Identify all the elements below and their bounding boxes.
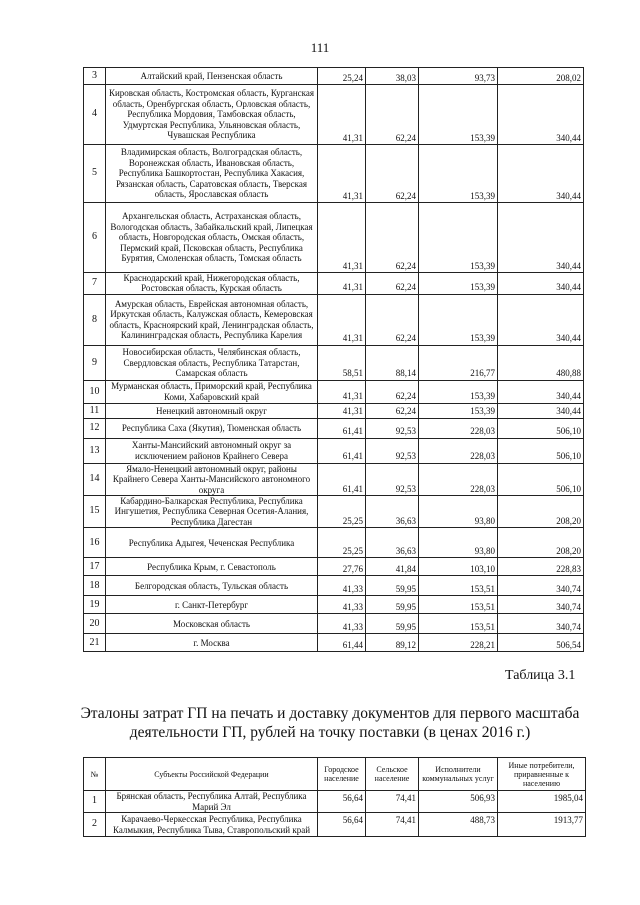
header-number: № (84, 758, 106, 791)
value-other: 340,44 (498, 380, 584, 403)
value-other: 340,74 (498, 576, 584, 596)
region-cell: Ханты-Мансийский автономный округ за исключением районов Крайнего Севера (106, 438, 318, 463)
value-urban: 56,64 (318, 813, 366, 837)
value-utility: 153,39 (419, 145, 498, 203)
value-rural: 62,24 (366, 403, 419, 418)
value-utility: 93,80 (419, 528, 498, 558)
value-utility: 153,39 (419, 203, 498, 273)
print-delivery-costs-table (83, 757, 586, 837)
value-other: 1985,04 (498, 791, 586, 813)
value-urban: 25,25 (318, 528, 366, 558)
value-other: 340,44 (498, 145, 584, 203)
row-number: 3 (84, 68, 106, 85)
value-urban: 61,41 (318, 438, 366, 463)
table-row (84, 813, 586, 837)
value-utility: 228,21 (419, 634, 498, 652)
table-caption: Таблица 3.1 (505, 668, 576, 683)
table-row (84, 634, 584, 652)
table-row (84, 68, 584, 85)
value-rural: 74,41 (366, 791, 419, 813)
value-other: 340,44 (498, 403, 584, 418)
value-urban: 41,31 (318, 273, 366, 295)
region-cell: г. Москва (106, 634, 318, 652)
value-rural: 41,84 (366, 558, 419, 576)
row-number: 15 (84, 496, 106, 528)
value-urban: 41,31 (318, 294, 366, 345)
row-number: 19 (84, 596, 106, 614)
region-cell: Краснодарский край, Нижегородская область, Ростовская область, Курская область (106, 273, 318, 295)
section-title: Эталоны затрат ГП на печать и доставку документов для первого масштаба деятельности ГП, рублей на точку поставки (в ценах 2016 г.) (80, 705, 580, 741)
value-rural: 92,53 (366, 418, 419, 438)
value-rural: 92,53 (366, 463, 419, 495)
region-cell: Архангельская область, Астраханская область, Вологодская область, Забайкальский край, Липецкая область, Новгородская область, Омская область, Пермский край, Псковская область, Республика Бурятия, Смоленская область, Томская область (106, 203, 318, 273)
header-other-consumers: Иные потребители, приравненные к населению (498, 758, 586, 791)
table-row (84, 528, 584, 558)
value-rural: 88,14 (366, 345, 419, 380)
value-utility: 153,51 (419, 576, 498, 596)
table-row (84, 438, 584, 463)
value-urban: 61,44 (318, 634, 366, 652)
table-row (84, 345, 584, 380)
value-rural: 89,12 (366, 634, 419, 652)
value-urban: 41,31 (318, 85, 366, 145)
region-cell: Республика Саха (Якутия), Тюменская область (106, 418, 318, 438)
row-number: 1 (84, 791, 106, 813)
table-row (84, 273, 584, 295)
value-rural: 62,24 (366, 145, 419, 203)
region-cell: Московская область (106, 614, 318, 634)
value-rural: 36,63 (366, 528, 419, 558)
row-number: 6 (84, 203, 106, 273)
value-other: 340,44 (498, 273, 584, 295)
value-urban: 27,76 (318, 558, 366, 576)
value-rural: 59,95 (366, 596, 419, 614)
value-other: 506,10 (498, 418, 584, 438)
table-row (84, 791, 586, 813)
table-row (84, 614, 584, 634)
value-other: 506,10 (498, 438, 584, 463)
value-urban: 41,31 (318, 145, 366, 203)
table-row (84, 576, 584, 596)
table-header-row (84, 758, 586, 791)
region-cell: Карачаево-Черкесская Республика, Республика Калмыкия, Республика Тыва, Ставропольский край (106, 813, 318, 837)
row-number: 10 (84, 380, 106, 403)
value-rural: 62,24 (366, 294, 419, 345)
value-urban: 61,41 (318, 463, 366, 495)
row-number: 14 (84, 463, 106, 495)
value-urban: 41,33 (318, 576, 366, 596)
value-other: 1913,77 (498, 813, 586, 837)
value-other: 506,54 (498, 634, 584, 652)
value-other: 340,44 (498, 294, 584, 345)
region-cell: Кировская область, Костромская область, Курганская область, Оренбургская область, Орловская область, Республика Мордовия, Тамбовская область, Удмуртская Республика, Ульяновская область, Чувашская Республика (106, 85, 318, 145)
table-row (84, 596, 584, 614)
value-utility: 228,03 (419, 463, 498, 495)
region-cell: г. Санкт-Петербург (106, 596, 318, 614)
value-utility: 153,39 (419, 85, 498, 145)
value-urban: 41,31 (318, 403, 366, 418)
value-utility: 93,80 (419, 496, 498, 528)
row-number: 18 (84, 576, 106, 596)
value-rural: 62,24 (366, 85, 419, 145)
value-utility: 216,77 (419, 345, 498, 380)
region-cell: Мурманская область, Приморский край, Республика Коми, Хабаровский край (106, 380, 318, 403)
row-number: 11 (84, 403, 106, 418)
row-number: 7 (84, 273, 106, 295)
value-rural: 38,03 (366, 68, 419, 85)
value-utility: 506,93 (419, 791, 498, 813)
value-other: 340,44 (498, 85, 584, 145)
table-row (84, 145, 584, 203)
header-utility-providers: Исполнители коммунальных услуг (419, 758, 498, 791)
value-rural: 92,53 (366, 438, 419, 463)
header-urban: Городское население (318, 758, 366, 791)
value-utility: 153,39 (419, 403, 498, 418)
header-subjects: Субъекты Российской Федерации (106, 758, 318, 791)
table-row (84, 203, 584, 273)
table-row (84, 403, 584, 418)
region-cell: Брянская область, Республика Алтай, Республика Марий Эл (106, 791, 318, 813)
value-utility: 228,03 (419, 438, 498, 463)
value-other: 480,88 (498, 345, 584, 380)
value-urban: 56,64 (318, 791, 366, 813)
value-urban: 41,33 (318, 596, 366, 614)
row-number: 20 (84, 614, 106, 634)
row-number: 9 (84, 345, 106, 380)
table-row (84, 558, 584, 576)
value-other: 340,74 (498, 596, 584, 614)
row-number: 8 (84, 294, 106, 345)
row-number: 12 (84, 418, 106, 438)
row-number: 13 (84, 438, 106, 463)
value-other: 208,20 (498, 528, 584, 558)
tariff-table-continued (83, 67, 584, 652)
region-cell: Республика Крым, г. Севастополь (106, 558, 318, 576)
table-row (84, 418, 584, 438)
value-rural: 62,24 (366, 203, 419, 273)
region-cell: Республика Адыгея, Чеченская Республика (106, 528, 318, 558)
value-urban: 61,41 (318, 418, 366, 438)
value-rural: 62,24 (366, 380, 419, 403)
value-other: 506,10 (498, 463, 584, 495)
value-urban: 41,31 (318, 380, 366, 403)
region-cell: Ямало-Ненецкий автономный округ, районы Крайнего Севера Ханты-Мансийского автономного округа (106, 463, 318, 495)
value-other: 340,74 (498, 614, 584, 634)
value-urban: 58,51 (318, 345, 366, 380)
value-rural: 59,95 (366, 614, 419, 634)
value-urban: 41,33 (318, 614, 366, 634)
value-utility: 153,39 (419, 273, 498, 295)
table-row (84, 496, 584, 528)
row-number: 5 (84, 145, 106, 203)
row-number: 17 (84, 558, 106, 576)
region-cell: Алтайский край, Пензенская область (106, 68, 318, 85)
row-number: 21 (84, 634, 106, 652)
value-rural: 59,95 (366, 576, 419, 596)
value-utility: 488,73 (419, 813, 498, 837)
value-other: 228,83 (498, 558, 584, 576)
value-rural: 62,24 (366, 273, 419, 295)
region-cell: Амурская область, Еврейская автономная область, Иркутская область, Калужская область, Кемеровская область, Красноярский край, Ленинградская область, Калининградская область, Республика Карелия (106, 294, 318, 345)
value-other: 340,44 (498, 203, 584, 273)
value-utility: 93,73 (419, 68, 498, 85)
table-row (84, 463, 584, 495)
value-other: 208,02 (498, 68, 584, 85)
region-cell: Владимирская область, Волгоградская область, Воронежская область, Ивановская область, Республика Башкортостан, Республика Хакасия, Рязанская область, Саратовская область, Тверская область, Ярославская область (106, 145, 318, 203)
value-urban: 25,24 (318, 68, 366, 85)
value-utility: 153,51 (419, 614, 498, 634)
region-cell: Кабардино-Балкарская Республика, Республика Ингушетия, Республика Северная Осетия-Алания, Республика Дагестан (106, 496, 318, 528)
value-other: 208,20 (498, 496, 584, 528)
page-number: 111 (310, 40, 330, 55)
row-number: 4 (84, 85, 106, 145)
value-utility: 153,51 (419, 596, 498, 614)
region-cell: Белгородская область, Тульская область (106, 576, 318, 596)
table-row (84, 380, 584, 403)
region-cell: Ненецкий автономный округ (106, 403, 318, 418)
row-number: 16 (84, 528, 106, 558)
table-row (84, 85, 584, 145)
header-rural: Сельское население (366, 758, 419, 791)
value-urban: 25,25 (318, 496, 366, 528)
value-rural: 36,63 (366, 496, 419, 528)
value-rural: 74,41 (366, 813, 419, 837)
value-utility: 153,39 (419, 294, 498, 345)
value-utility: 228,03 (419, 418, 498, 438)
value-utility: 153,39 (419, 380, 498, 403)
table-row (84, 294, 584, 345)
row-number: 2 (84, 813, 106, 837)
region-cell: Новосибирская область, Челябинская область, Свердловская область, Республика Татарстан, Самарская область (106, 345, 318, 380)
value-utility: 103,10 (419, 558, 498, 576)
value-urban: 41,31 (318, 203, 366, 273)
